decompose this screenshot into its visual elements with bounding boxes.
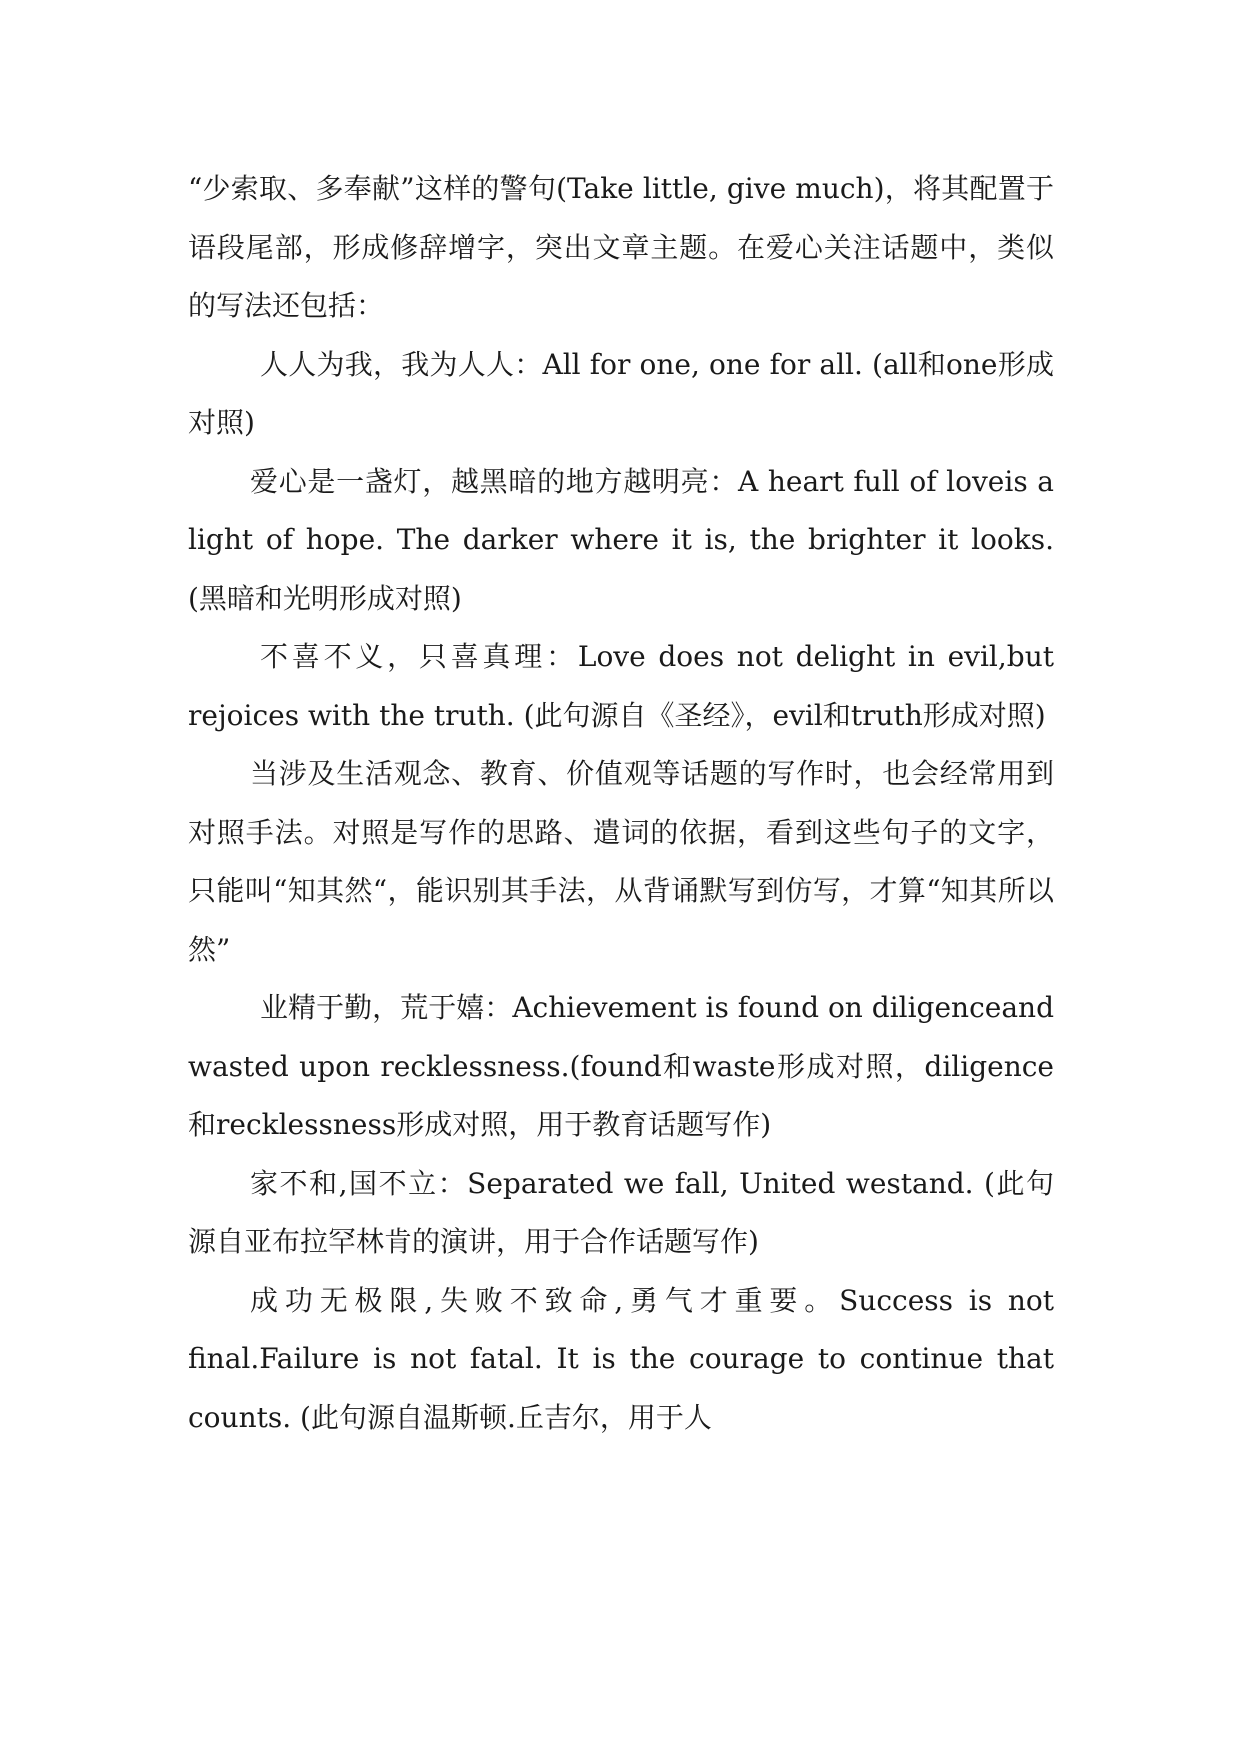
paragraph-diligence: 业精于勤，荒于嬉：Achievement is found on diligenceand wasted upon recklessness.(found和waste形成对照，diligence和recklessness形成对照，用于教育话题写作) bbox=[188, 991, 1054, 1141]
paragraph-success-not-final: 成功无极限,失败不致命,勇气才重要。Success is not final.Failure is not fatal. It is the courage to continue that counts. (此句源自温斯顿.丘吉尔，用于人 bbox=[188, 1283, 1054, 1434]
paragraph-quote-intro: “少索取、多奉献”这样的警句(Take little, give much)，将其配置于语段尾部，形成修辞增字，突出文章主题。在爱心关注话题中，类似的写法还包括： bbox=[188, 172, 1054, 322]
paragraph-love-truth: 不喜不义，只喜真理：Love does not delight in evil,but rejoices with the truth. (此句源自《圣经》，evil和truth形成对照) bbox=[188, 640, 1054, 732]
paragraph-love-light: 爱心是一盏灯，越黑暗的地方越明亮：A heart full of loveis a light of hope. The darker where it is, the brighter it looks. (黑暗和光明形成对照) bbox=[188, 464, 1054, 615]
paragraph-united-we-stand: 家不和,国不立：Separated we fall, United westand. (此句源自亚布拉罕林肯的演讲，用于合作话题写作) bbox=[188, 1166, 1054, 1258]
paragraph-all-for-one: 人人为我，我为人人：All for one, one for all. (all和one形成对照) bbox=[188, 347, 1054, 439]
document-body bbox=[188, 160, 1054, 1447]
paragraph-contrast-technique: 当涉及生活观念、教育、价值观等话题的写作时，也会经常用到对照手法。对照是写作的思路、遣词的依据，看到这些句子的文字，只能叫“知其然“，能识别其手法，从背诵默写到仿写，才算“知其所以然” bbox=[188, 757, 1054, 966]
